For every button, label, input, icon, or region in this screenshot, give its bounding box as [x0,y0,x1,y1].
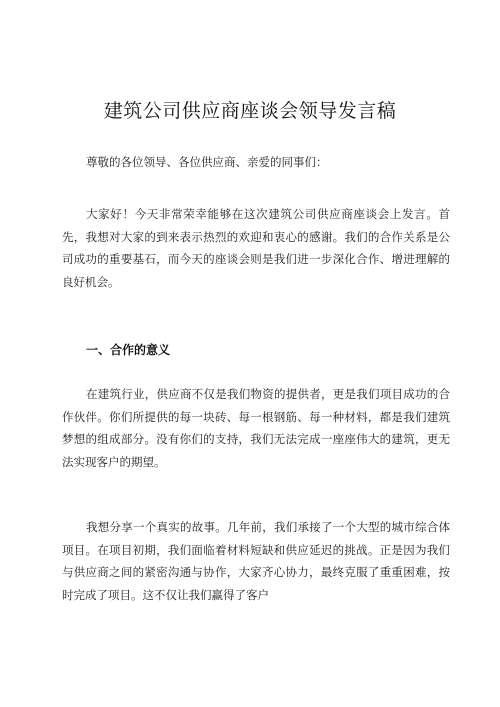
paragraph-significance: 在建筑行业，供应商不仅是我们物资的提供者，更是我们项目成功的合作伙伴。你们所提供的每一块砖、每一根钢筋、每一种材料，都是我们建筑梦想的组成部分。没有你们的支持，我们无法完成一座座伟大的建筑，更无法实现客户的期望。 [62,387,450,469]
paragraph-opening: 大家好！今天非常荣幸能够在这次建筑公司供应商座谈会上发言。首先，我想对大家的到来表示热烈的欢迎和衷心的感谢。我们的合作关系是公司成功的重要基石，而今天的座谈会则是我们进一步深化合作、增进理解的良好机会。 [62,207,450,289]
paragraph-story: 我想分享一个真实的故事。几年前，我们承接了一个大型的城市综合体项目。在项目初期，我们面临着材料短缺和供应延迟的挑战。正是因为我们与供应商之间的紧密沟通与协作，大家齐心协力，最终克服了重重困难，按时完成了项目。这不仅让我们赢得了客户 [62,520,450,602]
section-heading: 一、合作的意义 [86,343,171,357]
document-title: 建筑公司供应商座谈会领导发言稿 [103,100,397,122]
salutation: 尊敬的各位领导、各位供应商、亲爱的同事们： [86,155,328,169]
